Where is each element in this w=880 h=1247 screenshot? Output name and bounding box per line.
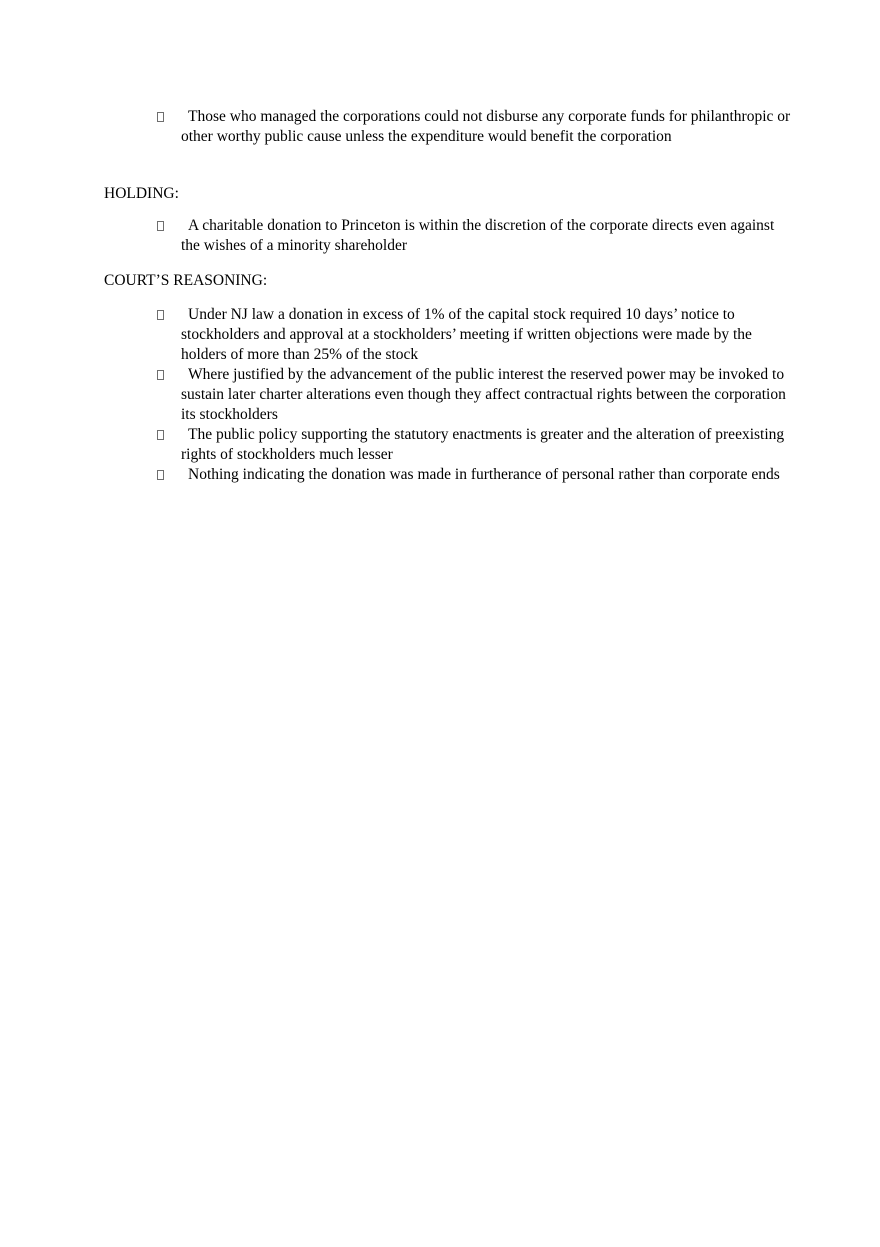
list-item <box>157 216 797 256</box>
list-item <box>157 107 797 147</box>
holding-bullet-list <box>157 216 797 256</box>
bullet-text: A charitable donation to Princeton is within the discretion of the corporate directs even against the wishes of a minority shareholder <box>181 217 775 254</box>
bullet-box-icon <box>157 221 164 231</box>
bullet-box-icon <box>157 430 164 440</box>
reasoning-bullet-list <box>157 305 797 485</box>
bullet-text: Where justified by the advancement of the public interest the reserved power may be invoked to sustain later charter alterations even though they affect contractual rights between the corporation its stockholders <box>181 366 786 423</box>
list-item <box>157 365 797 425</box>
bullet-box-icon <box>157 470 164 480</box>
list-item <box>157 305 797 365</box>
list-item <box>157 425 797 465</box>
bullet-text: Those who managed the corporations could not disburse any corporate funds for philanthropic or other worthy public cause unless the expenditure would benefit the corporation <box>181 108 791 145</box>
list-item <box>157 465 797 485</box>
bullet-box-icon <box>157 112 164 122</box>
reasoning-heading: COURT’S REASONING: <box>104 272 268 289</box>
bullet-text: Under NJ law a donation in excess of 1% of the capital stock required 10 days’ notice to stockholders and approval at a stockholders’ meeting if written objections were made by the holders of more than 25% of the stock <box>181 306 752 363</box>
facts-bullet-list <box>157 107 797 147</box>
bullet-text: The public policy supporting the statutory enactments is greater and the alteration of preexisting rights of stockholders much lesser <box>181 426 785 463</box>
bullet-box-icon <box>157 370 164 380</box>
bullet-box-icon <box>157 310 164 320</box>
holding-heading: HOLDING: <box>104 185 179 202</box>
bullet-text: Nothing indicating the donation was made in furtherance of personal rather than corporate ends <box>188 466 780 483</box>
